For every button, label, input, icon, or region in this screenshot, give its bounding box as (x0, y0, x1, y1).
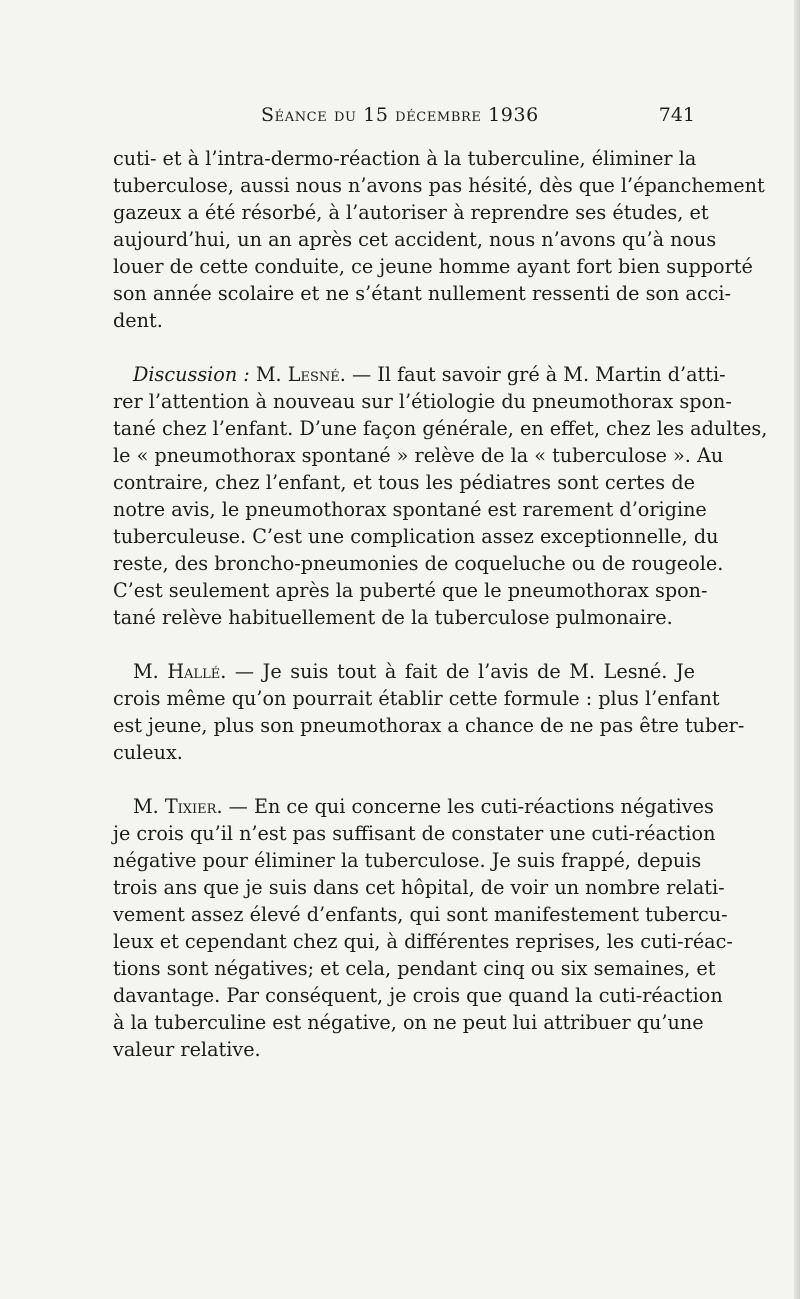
text-line: leux et cependant chez qui, à différentes reprises, les cuti-réac- (113, 930, 733, 953)
text-line: contraire, chez l’enfant, et tous les pédiatres sont certes de (113, 471, 695, 494)
paragraph-tixier (113, 793, 733, 1063)
text-line: tané relève habituellement de la tuberculose pulmonaire. (113, 606, 673, 629)
text-line: tions sont négatives; et cela, pendant cinq ou six semaines, et (113, 957, 716, 980)
body-text (113, 145, 768, 1063)
text-line (113, 793, 714, 820)
page-number: 741 (658, 104, 695, 126)
text-line: son année scolaire et ne s’étant nullement ressenti de son acci- (113, 282, 731, 305)
text-line: tané chez l’enfant. D’une façon générale, en effet, chez les adultes, (113, 417, 768, 440)
text-line: reste, des broncho-pneumonies de coqueluche ou de rougeole. (113, 552, 724, 575)
text-line: vement assez élevé d’enfants, qui sont manifestement tubercu- (113, 903, 728, 926)
text-line (113, 361, 726, 388)
speaker-name: Hallé. (167, 660, 227, 683)
text-line (113, 658, 695, 685)
text-line: je crois qu’il n’est pas suffisant de constater une cuti-réaction (113, 822, 716, 845)
text-line: rer l’attention à nouveau sur l’étiologie du pneumothorax spon- (113, 390, 732, 413)
text-line: crois même qu’on pourrait établir cette formule : plus l’enfant (113, 687, 720, 710)
text-line: négative pour éliminer la tuberculose. Je suis frappé, depuis (113, 849, 702, 872)
text-line: gazeux a été résorbé, à l’autoriser à reprendre ses études, et (113, 201, 709, 224)
speaker-prefix: M. (133, 660, 168, 683)
text-line: culeux. (113, 741, 183, 764)
paragraph-discussion-lesne (113, 361, 768, 631)
text-line-fragment: — Il faut savoir gré à M. Martin d’atti- (351, 363, 726, 386)
text-line-fragment: — Je suis tout à fait de l’avis de M. Lesné. Je (234, 660, 695, 683)
text-line: C’est seulement après la puberté que le pneumothorax spon- (113, 579, 708, 602)
speaker-prefix: M. (133, 795, 165, 818)
text-line: tuberculeuse. C’est une complication assez exceptionnelle, du (113, 525, 719, 548)
text-line: aujourd’hui, un an après cet accident, nous n’avons qu’à nous (113, 228, 717, 251)
running-title: Séance du 15 décembre 1936 (261, 104, 539, 126)
paragraph-halle (113, 658, 745, 766)
paragraph-case-conclusion (113, 145, 765, 334)
text-line-fragment: — En ce qui concerne les cuti-réactions négatives (228, 795, 714, 818)
text-line: à la tuberculine est négative, on ne peut lui attribuer qu’une (113, 1011, 704, 1034)
text-line: cuti- et à l’intra-dermo-réaction à la tuberculine, éliminer la (113, 147, 697, 170)
text-line: trois ans que je suis dans cet hôpital, de voir un nombre relati- (113, 876, 725, 899)
text-line: davantage. Par conséquent, je crois que quand la cuti-réaction (113, 984, 723, 1007)
text-line: notre avis, le pneumothorax spontané est rarement d’origine (113, 498, 707, 521)
text-line: est jeune, plus son pneumothorax a chance de ne pas être tuber- (113, 714, 745, 737)
speaker-prefix: M. (255, 363, 288, 386)
text-line: valeur relative. (113, 1038, 261, 1061)
discussion-label: Discussion : (133, 363, 250, 386)
page-edge-shadow (794, 0, 800, 1299)
running-header (113, 104, 695, 134)
speaker-name: Tixier. (164, 795, 223, 818)
text-line: le « pneumothorax spontané » relève de la « tuberculose ». Au (113, 444, 724, 467)
text-line: dent. (113, 309, 163, 332)
speaker-name: Lesné. (287, 363, 346, 386)
text-line: tuberculose, aussi nous n’avons pas hésité, dès que l’épanchement (113, 174, 765, 197)
text-line: louer de cette conduite, ce jeune homme ayant fort bien supporté (113, 255, 753, 278)
